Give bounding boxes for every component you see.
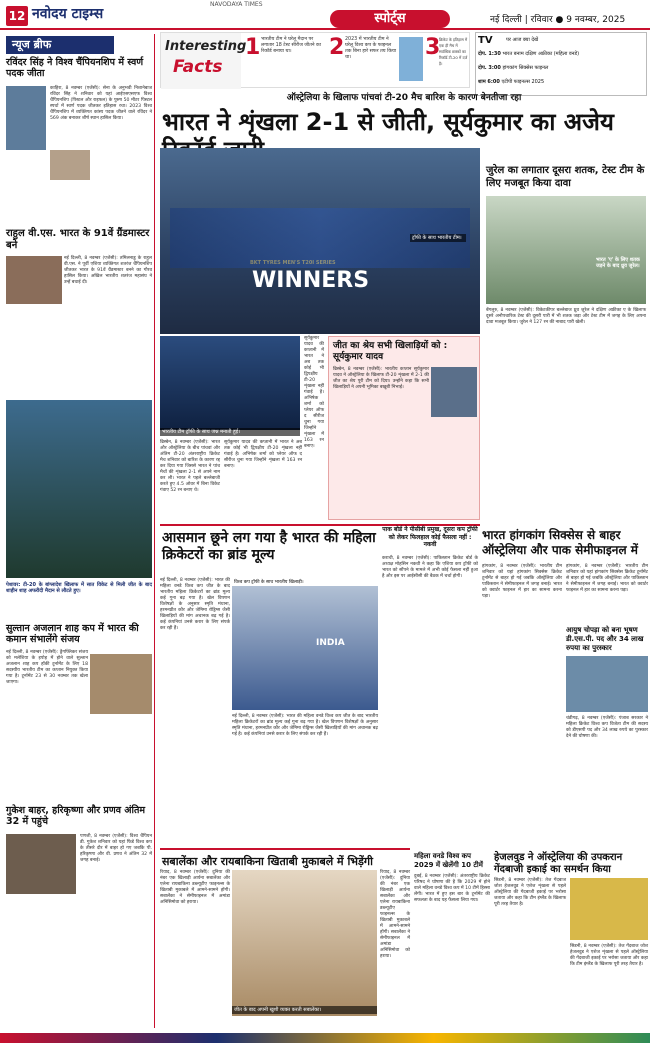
cricket-action-photo — [6, 400, 152, 578]
brief-4-title: सुल्तान अजलान शाह कप में भारत की कमान संभालेंगे संजय — [6, 623, 139, 645]
women-body-2: नई दिल्ली, 8 नवम्बर (एजेंसी): भारत की महिला वनडे विश्व कप जीत के बाद भारतीय महिला क्रिकेटरों का ब्रांड मूल्य कई गुना बढ़ गया है। खेल विपणन विशेषज्ञों के अनुसार स्मृति मंधाना, हरमनप्रीत कौर और जेमिमा रोड्रिग्स जैसी खिलाड़ियों की मांग अचानक बढ़ गई है। कई कंपनियां उनसे करार के लिए संपर्क कर रही हैं। — [232, 714, 378, 737]
captain-trophy-photo — [160, 336, 300, 430]
paper-sub: NAVODAYA TIMES — [210, 1, 263, 8]
medal-photo — [50, 150, 90, 180]
inset-body: ब्रिस्बेन, 8 नवम्बर (एजेंसी): भारतीय कप्तान सूर्यकुमार यादव ने ऑस्ट्रेलिया के खिलाफ टी-20 शृंखला में 2-1 की जीत का श्रेय पूरी टीम को दिया। उन्होंने कहा कि सभी खिलाड़ियों ने अपनी भूमिका बखूबी निभाई। — [333, 367, 429, 390]
tennis-headline: सबालेंका और रायबाकिना खिताबी मुकाबले में भिड़ेंगी — [162, 855, 373, 868]
tv-schedule — [475, 32, 647, 96]
chess-player-photo — [6, 256, 62, 304]
wc-body: दुबई, 8 नवम्बर (एजेंसी): अंतरराष्ट्रीय क्रिकेट परिषद ने घोषणा की है कि 2029 में होने वाले महिला वनडे विश्व कप में 10 टीमें हिस्सा लेंगी। भारत में हुए इस बार के टूर्नामेंट की सफलता के बाद यह फैसला लिया गया। — [414, 874, 490, 903]
tv-subtitle: पर आज क्या देखें — [506, 37, 539, 43]
hazle-body-2: सिडनी, 8 नवम्बर (एजेंसी): तेज गेंदबाज जोश हेजलवुड ने एशेज शृंखला से पहले ऑस्ट्रेलिया की गेंदबाजी इकाई पर भरोसा जताया और कहा कि टीम इंग्लैंड के खिलाफ पूरी तरह तैयार है। — [570, 944, 648, 967]
facts-word-facts: Facts — [173, 57, 223, 77]
brief-5-title: गुकेश बाहर, हरिकृष्णा और प्रणव अंतिम 32 में पहुंचे — [6, 805, 146, 827]
hazlewood-photo — [570, 878, 648, 940]
jurel-photo — [486, 196, 646, 304]
brief-2-body: नई दिल्ली, 8 नवम्बर (एजेंसी): तमिलनाडु के राहुल वी.एस. ने पूर्वी एशिया व्यक्तिगत शतरंज चैंपियनशिप जीतकर भारत के 91वें ग्रैंडमास्टर बनने का गौरव हासिल किया। अखिल भारतीय शतरंज महासंघ ने उन्हें बधाई दी। — [64, 256, 152, 285]
shooter-photo — [6, 86, 46, 150]
lead-headline: भारत ने शृंखला 2-1 से जीती, सूर्यकुमार का अजेय — [162, 108, 614, 136]
fact-number-1: 1 — [245, 35, 261, 60]
brief-1-title: रविंदर सिंह ने विश्व चैंपियनशिप में स्वर्ण पदक जीता — [6, 57, 144, 79]
paper-name: नवोदय टाइम्स — [32, 6, 104, 22]
dateline: नई दिल्ली | रविवार ● 9 नवम्बर, 2025 — [490, 15, 626, 25]
chopra-body: चंडीगढ़, 8 नवम्बर (एजेंसी): पंजाब सरकार ने महिला क्रिकेट विश्व कप विजेता टीम की सदस्य को डीएसपी पद और 34 लाख रुपये का पुरस्कार देने की घोषणा की। — [566, 716, 648, 739]
lead-body-2: सूर्यकुमार यादव की कप्तानी में भारत ने अब तक कोई भी द्विपक्षीय टी-20 शृंखला नहीं गंवाई है। अभिषेक शर्मा को प्लेयर ऑफ द सीरीज चुना गया जिन्होंने शृंखला में 163 रन बनाए। — [224, 440, 302, 469]
pak-headline: पाक बोर्ड ने पीसीबी प्रमुख, दूसरा कप ट्रॉफी को लेकर फिलहाल कोई फैसला नहीं : नकवी — [382, 526, 478, 548]
jersey-text: INDIA — [316, 638, 345, 648]
hockey-player-photo — [90, 654, 152, 714]
section-title: स्पोर्ट्स — [330, 10, 450, 28]
women-headline: आसमान छूने लग गया है भारत की महिला क्रिकेटरों का ब्रांड मूल्य — [162, 530, 376, 563]
tennis-body: रियाद, 8 नवम्बर (एजेंसी): दुनिया की नंबर एक खिलाड़ी आर्यना सबालेंका और एलेना रायबाकिना डब्ल्यूटीए फाइनल्स के खिताबी मुकाबले में आमने-सामने होंगी। सबालेंका ने सेमीफाइनल में अमांडा अनिसिमोवा को हराया। — [160, 870, 230, 905]
tv-row-1-text: भारत बनाम दक्षिण अफ्रीका (महिला वनडे) — [502, 51, 580, 57]
lead-photo-caption: भारतीय टीम ट्रॉफी के साथ जश्न मनाती हुई। — [160, 428, 300, 436]
suryakumar-photo — [431, 367, 477, 417]
gukesh-photo — [6, 834, 76, 894]
lead-kicker: ऑस्ट्रेलिया के खिलाफ पांचवां टी-20 मैच बारिश के कारण बेनतीजा रहा — [286, 93, 522, 103]
hazle-headline: हेजलवुड ने ऑस्ट्रेलिया की उपकरान गेंदबाजी इकाई का समर्थन किया — [494, 852, 623, 875]
tv-row-2-time: दोप. 3:00 — [478, 65, 501, 71]
tennis-body-2: रियाद, 8 नवम्बर (एजेंसी): दुनिया की नंबर एक खिलाड़ी आर्यना सबालेंका और एलेना रायबाकिना डब्ल्यूटीए फाइनल्स के खिताबी मुकाबले में आमने-सामने होंगी। सबालेंका ने सेमीफाइनल में अमांडा अनिसिमोवा को हराया। — [380, 870, 410, 959]
inset-title: जीत का श्रेय सभी खिलाड़ियों को : सूर्यकुमार यादव — [333, 341, 448, 362]
footer-strip — [0, 1033, 650, 1043]
chopra-headline: आयुष चोपड़ा को बना भूषण डी.एस.पी. पद और 34 लाख रुपया का पुरस्कार — [566, 626, 644, 652]
fact-2: 2023 में भारतीय टीम ने घरेलू विश्व कप के फाइनल तक बिना हारे सफर तय किया था। — [345, 37, 397, 60]
side-photo-caption: भारत 'ए' के लिए शतक जड़ने के बाद ध्रुव जुरेल। — [596, 257, 640, 269]
women-body: नई दिल्ली, 8 नवम्बर (एजेंसी): भारत की महिला वनडे विश्व कप जीत के बाद भारतीय महिला क्रिकेटरों का ब्रांड मूल्य कई गुना बढ़ गया है। खेल विपणन विशेषज्ञों के अनुसार स्मृति मंधाना, हरमनप्रीत कौर और जेमिमा रोड्रिग्स जैसी खिलाड़ियों की मांग अचानक बढ़ गई है। कई कंपनियां उनसे करार के लिए संपर्क कर रही हैं। — [160, 578, 230, 631]
interesting-facts — [160, 32, 470, 88]
fact-1: भारतीय टीम ने घरेलू मैदान पर लगातार 18 टेस्ट सीरीज जीतने का रिकॉर्ड बनाया था। — [261, 37, 321, 54]
tv-row-3-time: शाम 6:00 — [478, 79, 500, 85]
team-celebration-photo — [160, 148, 480, 334]
pak-body: कराची, 8 नवम्बर (एजेंसी): पाकिस्तान क्रिकेट बोर्ड के अध्यक्ष मोहसिन नकवी ने कहा कि एशिया कप ट्रॉफी को भारत को सौंपने के मामले में अभी कोई फैसला नहीं हुआ है और इस पर आईसीसी की बैठक में चर्चा होगी। — [382, 556, 478, 579]
brief-1-body: काहिरा, 8 नवम्बर (एजेंसी): सेना के अनुभवी निशानेबाज रविंदर सिंह ने शनिवार को यहां आईएसएसएफ विश्व चैंपियनशिप (पिस्टल और राइफल) के पुरुष 50 मीटर पिस्टल स्पर्धा में स्वर्ण पदक जीतकर इतिहास रचा। 2023 विश्व चैंपियनशिप में व्यक्तिगत कांस्य पदक जीतने वाले रविंदर ने 569 अंक बनाकर शीर्ष स्थान हासिल किया। — [50, 86, 152, 121]
hk-body-2: हांगकांग, 8 नवम्बर (एजेंसी): भारतीय टीम शनिवार को यहां हांगकांग सिक्सेस क्रिकेट टूर्नामेंट से बाहर हो गई जबकि ऑस्ट्रेलिया और पाकिस्तान ने सेमीफाइनल में जगह बनाई। भारत को क्वार्टर फाइनल में हार का सामना करना पड़ा। — [566, 564, 648, 593]
brief-2-title: राहुल वी.एस. भारत के 91वें ग्रैंडमास्टर बने — [6, 228, 150, 251]
sabalenka-photo — [232, 870, 377, 1016]
lead-body-1: ब्रिस्बेन, 8 नवम्बर (एजेंसी): भारत और ऑस्ट्रेलिया के बीच पांचवां और अंतिम टी-20 अंतरराष्ट्रीय क्रिकेट मैच शनिवार को बारिश के कारण रद्द कर दिया गया जिससे भारत ने पांच मैचों की शृंखला 2-1 से अपने नाम कर ली। भारत ने पहले बल्लेबाजी करते हुए 4.5 ओवर में बिना विकेट गंवाए 52 रन बनाए थे। — [160, 440, 220, 493]
page-number: 12 — [6, 6, 28, 26]
lead-body-filler: सूर्यकुमार यादव की कप्तानी में भारत ने अब तक कोई भी द्विपक्षीय टी-20 शृंखला नहीं गंवाई है। अभिषेक शर्मा को प्लेयर ऑफ द सीरीज चुना गया जिन्होंने शृंखला में 163 रन बनाए। — [304, 336, 324, 449]
side-headline: जुरेल का लगातार दूसरा शतक, टेस्ट टीम के लिए मजबूत किया दावा — [486, 165, 645, 189]
tennis-photo-caption: जीत के बाद अपनी खुशी व्यक्त करती सबालेंका। — [232, 1006, 377, 1014]
tv-row-2 — [478, 65, 646, 71]
section-rule-2 — [160, 848, 410, 850]
photo-caption-pakistan: पेशावर: टी-20 के बांग्लादेश खिलाफ में सात विकेट से मिली जीत के बाद शाहीन शाह अफरीदी मैदान से लौटते हुए। — [6, 582, 152, 594]
inset-box — [328, 336, 480, 520]
side-body: बेंगलुरु, 8 नवम्बर (एजेंसी): विकेटकीपर बल्लेबाज ध्रुव जुरेल ने दक्षिण अफ्रीका ए के खिलाफ दूसरे अनौपचारिक टेस्ट की दूसरी पारी में भी शतक जड़ा और टेस्ट टीम में जगह के लिए अपना दावा मजबूत किया। जुरेल ने 127 रन की नाबाद पारी खेली। — [486, 308, 646, 325]
women-photo-caption: विश्व कप ट्रॉफी के साथ भारतीय खिलाड़ी। — [232, 578, 378, 586]
facts-word-interesting: Interesting — [165, 39, 247, 54]
news-brief-tag: न्यूज ब्रीफ — [6, 36, 114, 54]
photo-banner: WINNERS — [252, 268, 370, 293]
photo-caption-trophy: ट्रॉफी के साथ भारतीय टीम। — [410, 234, 466, 242]
fact-player-photo — [399, 37, 423, 81]
fact-number-2: 2 — [329, 35, 345, 60]
facts-label-box — [161, 33, 247, 89]
brief-5-body: पणजी, 8 नवम्बर (एजेंसी): विश्व चैंपियन डी. गुकेश शनिवार को यहां फिडे विश्व कप के तीसरे दौर में बाहर हो गए जबकि पी. हरिकृष्णा और वी. प्रणव ने अंतिम 32 में जगह बनाई। — [80, 834, 152, 863]
women-team-photo — [232, 578, 378, 710]
hazle-body: सिडनी, 8 नवम्बर (एजेंसी): तेज गेंदबाज जोश हेजलवुड ने एशेज शृंखला से पहले ऑस्ट्रेलिया की गेंदबाजी इकाई पर भरोसा जताया और कहा कि टीम इंग्लैंड के खिलाफ पूरी तरह तैयार है। — [494, 878, 566, 907]
tv-row-2-text: हांगकांग सिक्सेस फाइनल — [502, 65, 549, 71]
wc-headline: महिला वनडे विश्व कप 2029 में खेलेंगी 10 टीमें — [414, 852, 483, 869]
brief-4-body: नई दिल्ली, 8 नवम्बर (एजेंसी): ड्रैगफ्लिकर संजय को मलेशिया के इपोह में होने वाले सुल्तान अजलान शाह कप हॉकी टूर्नामेंट के लिए 18 सदस्यीय भारतीय टीम का कप्तान नियुक्त किया गया है। टूर्नामेंट 23 से 30 नवम्बर तक खेला जाएगा। — [6, 650, 88, 685]
column-rule — [154, 34, 155, 1028]
tv-row-1 — [478, 51, 646, 57]
fact-number-3: 3 — [425, 35, 441, 60]
tv-row-1-time: दोप. 1:30 — [478, 51, 501, 57]
tv-row-3 — [478, 79, 646, 85]
fact-3: क्रिकेट के इतिहास में एक ही मैच में सर्वाधिक छक्कों का रिकॉर्ड टी-20 में दर्ज है। — [439, 37, 468, 66]
tv-row-3-text: एटीपी फाइनल्स 2025 — [501, 79, 545, 85]
hk-headline: भारत हांगकांग सिक्सेस से बाहर ऑस्ट्रेलिया और पाक सेमीफाइनल में — [482, 528, 638, 557]
tv-title: TV — [478, 35, 493, 46]
hk-body: हांगकांग, 8 नवम्बर (एजेंसी): भारतीय टीम शनिवार को यहां हांगकांग सिक्सेस क्रिकेट टूर्नामेंट से बाहर हो गई जबकि ऑस्ट्रेलिया और पाकिस्तान ने सेमीफाइनल में जगह बनाई। भारत को क्वार्टर फाइनल में हार का सामना करना पड़ा। — [482, 564, 562, 599]
chopra-photo — [566, 656, 648, 712]
